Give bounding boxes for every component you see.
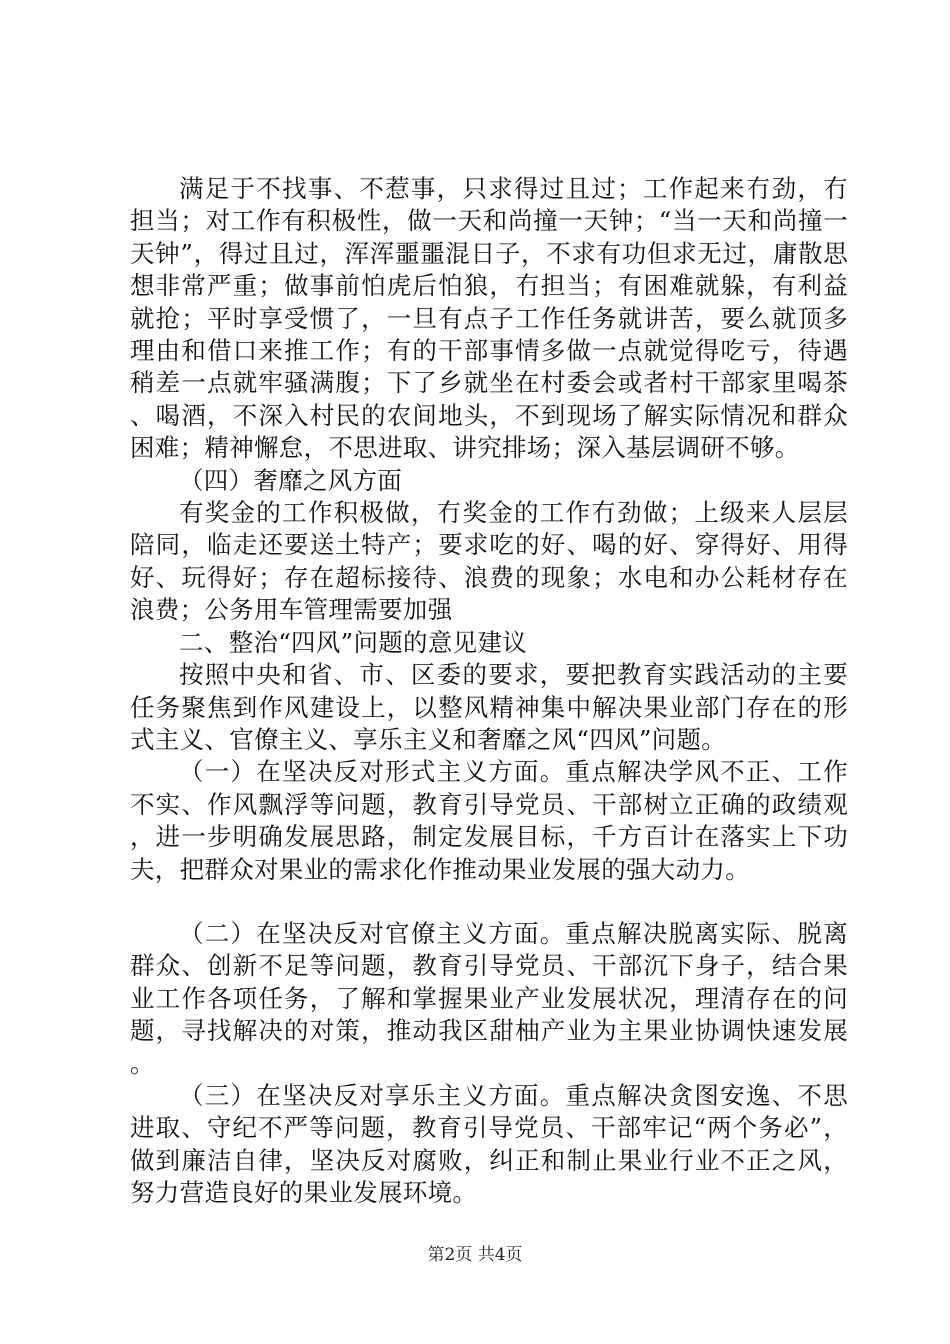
section-heading-extravagance: （四）奢靡之风方面 — [179, 465, 403, 495]
section-heading-suggestions: 二、整治“四风”问题的意见建议 — [179, 627, 528, 657]
paragraph-extravagance: 有奖金的工作积极做，冇奖金的工作冇劲做；上级来人层层陪同，临走还要送土特产；要求吃的好、喝的好、穿得好、用得好、玩得好；存在超标接待、浪费的现象；水电和办公耗材存在浪费；公务用车管理需要加强 — [130, 498, 848, 625]
paragraph-bureaucratism: （二）在坚决反对官僚主义方面。重点解决脱离实际、脱离群众、创新不足等问题，教育引导党员、干部沉下身子，结合果业工作各项任务，了解和掌握果业产业发展状况，理清存在的问题，寻找解决的对策，推动我区甜柚产业为主果业协调快速发展。 — [130, 918, 848, 1078]
paragraph-hedonism: （三）在坚决反对享乐主义方面。重点解决贪图安逸、不思进取、守纪不严等问题，教育引导党员、干部牢记“两个务必”，做到廉洁自律，坚决反对腐败，纠正和制止果业行业不正之风，努力营造良好的果业发展环境。 — [130, 1080, 848, 1208]
paragraph-formalism: （一）在坚决反对形式主义方面。重点解决学风不正、工作不实、作风飘浮等问题，教育引导党员、干部树立正确的政绩观，进一步明确发展思路，制定发展目标，千方百计在落实上下功夫，把群众对果业的需求化作推动果业发展的强大动力。 — [130, 757, 848, 884]
page-footer: 第2页 共4页 — [427, 1245, 523, 1265]
paragraph-style-problems: 满足于不找事、不惹事，只求得过且过；工作起来冇劲，冇担当；对工作有积极性，做一天和尚撞一天钟；“当一天和尚撞一天钟”，得过且过，浑浑噩噩混日子，不求有功但求无过，庸散思想非常严重；做事前怕虎后怕狼，冇担当；有困难就躲，有利益就抢；平时享受惯了，一旦有点子工作任务就讲苦，要么就顶多理由和借口来推工作；有的干部事情多做一点就觉得吃亏，待遇稍差一点就牢骚满腹；下了乡就坐在村委会或者村干部家里喝茶、喝酒，不深入村民的农间地头，不到现场了解实际情况和群众困难；精神懈怠，不思进取、讲究排场；深入基层调研不够。 — [130, 174, 848, 463]
document-body — [130, 173, 848, 1210]
paragraph-suggestions-intro: 按照中央和省、市、区委的要求，要把教育实践活动的主要任务聚焦到作风建设上，以整风精神集中解决果业部门存在的形式主义、官僚主义、享乐主义和奢靡之风“四风”问题。 — [130, 660, 848, 754]
paragraph-spacer — [130, 886, 848, 918]
